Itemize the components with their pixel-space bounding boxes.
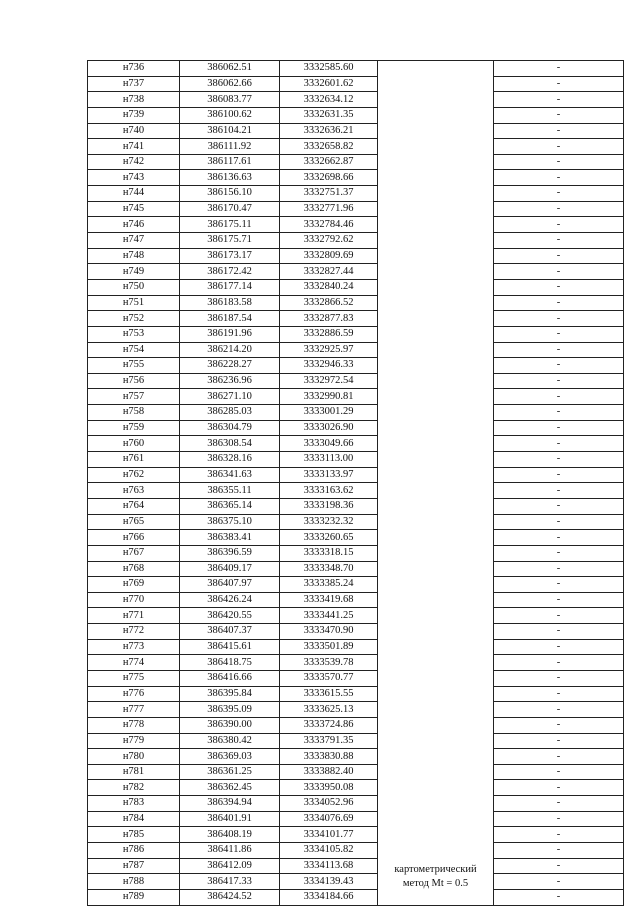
- y-coordinate-cell: 3333501.89: [280, 639, 378, 655]
- x-coordinate-cell: 386187.54: [180, 311, 280, 327]
- coordinates-table: [87, 60, 624, 906]
- mark-cell: -: [494, 639, 624, 655]
- mark-cell: -: [494, 139, 624, 155]
- point-cell: н748: [88, 248, 180, 264]
- table-row: [88, 170, 624, 186]
- x-coordinate-cell: 386191.96: [180, 326, 280, 342]
- y-coordinate-cell: 3332809.69: [280, 248, 378, 264]
- point-cell: н779: [88, 733, 180, 749]
- y-coordinate-cell: 3333570.77: [280, 670, 378, 686]
- table-row: [88, 530, 624, 546]
- x-coordinate-cell: 386308.54: [180, 436, 280, 452]
- mark-cell: -: [494, 577, 624, 593]
- y-coordinate-cell: 3333232.32: [280, 514, 378, 530]
- y-coordinate-cell: 3332972.54: [280, 373, 378, 389]
- table-row: [88, 561, 624, 577]
- mark-cell: -: [494, 608, 624, 624]
- table-row: [88, 592, 624, 608]
- table-row: [88, 796, 624, 812]
- x-coordinate-cell: 386418.75: [180, 655, 280, 671]
- y-coordinate-cell: 3333625.13: [280, 702, 378, 718]
- x-coordinate-cell: 386416.66: [180, 670, 280, 686]
- mark-cell: -: [494, 827, 624, 843]
- x-coordinate-cell: 386375.10: [180, 514, 280, 530]
- table-row: [88, 436, 624, 452]
- x-coordinate-cell: 386417.33: [180, 874, 280, 890]
- point-cell: н758: [88, 405, 180, 421]
- mark-cell: -: [494, 686, 624, 702]
- point-cell: н743: [88, 170, 180, 186]
- x-coordinate-cell: 386390.00: [180, 717, 280, 733]
- mark-cell: -: [494, 76, 624, 92]
- point-cell: н784: [88, 811, 180, 827]
- point-cell: н746: [88, 217, 180, 233]
- table-row: [88, 311, 624, 327]
- point-cell: н767: [88, 545, 180, 561]
- point-cell: н778: [88, 717, 180, 733]
- mark-cell: -: [494, 233, 624, 249]
- point-cell: н771: [88, 608, 180, 624]
- x-coordinate-cell: 386369.03: [180, 749, 280, 765]
- mark-cell: -: [494, 326, 624, 342]
- mark-cell: -: [494, 843, 624, 859]
- table-row: [88, 92, 624, 108]
- x-coordinate-cell: 386424.52: [180, 889, 280, 905]
- y-coordinate-cell: 3332784.46: [280, 217, 378, 233]
- table-row: [88, 608, 624, 624]
- point-cell: н788: [88, 874, 180, 890]
- y-coordinate-cell: 3332866.52: [280, 295, 378, 311]
- x-coordinate-cell: 386396.59: [180, 545, 280, 561]
- y-coordinate-cell: 3334052.96: [280, 796, 378, 812]
- mark-cell: -: [494, 264, 624, 280]
- point-cell: н777: [88, 702, 180, 718]
- table-row: [88, 420, 624, 436]
- x-coordinate-cell: 386395.09: [180, 702, 280, 718]
- table-row: [88, 843, 624, 859]
- x-coordinate-cell: 386304.79: [180, 420, 280, 436]
- table-row: [88, 655, 624, 671]
- x-coordinate-cell: 386173.17: [180, 248, 280, 264]
- x-coordinate-cell: 386401.91: [180, 811, 280, 827]
- table-row: [88, 702, 624, 718]
- y-coordinate-cell: 3333385.24: [280, 577, 378, 593]
- mark-cell: -: [494, 780, 624, 796]
- point-cell: н774: [88, 655, 180, 671]
- y-coordinate-cell: 3332925.97: [280, 342, 378, 358]
- mark-cell: -: [494, 436, 624, 452]
- mark-cell: -: [494, 420, 624, 436]
- y-coordinate-cell: 3332751.37: [280, 186, 378, 202]
- point-cell: н755: [88, 358, 180, 374]
- x-coordinate-cell: 386412.09: [180, 858, 280, 874]
- point-cell: н738: [88, 92, 180, 108]
- point-cell: н782: [88, 780, 180, 796]
- x-coordinate-cell: 386062.66: [180, 76, 280, 92]
- table-row: [88, 889, 624, 905]
- y-coordinate-cell: 3333198.36: [280, 498, 378, 514]
- mark-cell: -: [494, 796, 624, 812]
- mark-cell: -: [494, 545, 624, 561]
- table-row: [88, 764, 624, 780]
- table-row: [88, 780, 624, 796]
- x-coordinate-cell: 386407.37: [180, 624, 280, 640]
- mark-cell: -: [494, 405, 624, 421]
- y-coordinate-cell: 3333882.40: [280, 764, 378, 780]
- x-coordinate-cell: 386177.14: [180, 279, 280, 295]
- x-coordinate-cell: 386136.63: [180, 170, 280, 186]
- x-coordinate-cell: 386172.42: [180, 264, 280, 280]
- point-cell: н766: [88, 530, 180, 546]
- point-cell: н769: [88, 577, 180, 593]
- x-coordinate-cell: 386355.11: [180, 483, 280, 499]
- x-coordinate-cell: 386407.97: [180, 577, 280, 593]
- y-coordinate-cell: 3333830.88: [280, 749, 378, 765]
- x-coordinate-cell: 386395.84: [180, 686, 280, 702]
- x-coordinate-cell: 386271.10: [180, 389, 280, 405]
- table-row: [88, 874, 624, 890]
- y-coordinate-cell: 3332886.59: [280, 326, 378, 342]
- table-row: [88, 326, 624, 342]
- point-cell: н739: [88, 107, 180, 123]
- table-row: [88, 248, 624, 264]
- table-row: [88, 452, 624, 468]
- mark-cell: -: [494, 123, 624, 139]
- table-row: [88, 279, 624, 295]
- y-coordinate-cell: 3333470.90: [280, 624, 378, 640]
- mark-cell: -: [494, 186, 624, 202]
- mark-cell: -: [494, 498, 624, 514]
- x-coordinate-cell: 386362.45: [180, 780, 280, 796]
- point-cell: н761: [88, 452, 180, 468]
- x-coordinate-cell: 386415.61: [180, 639, 280, 655]
- point-cell: н753: [88, 326, 180, 342]
- mark-cell: -: [494, 201, 624, 217]
- point-cell: н772: [88, 624, 180, 640]
- point-cell: н783: [88, 796, 180, 812]
- y-coordinate-cell: 3333791.35: [280, 733, 378, 749]
- point-cell: н775: [88, 670, 180, 686]
- mark-cell: -: [494, 483, 624, 499]
- point-cell: н786: [88, 843, 180, 859]
- point-cell: н762: [88, 467, 180, 483]
- mark-cell: -: [494, 61, 624, 77]
- y-coordinate-cell: 3332698.66: [280, 170, 378, 186]
- x-coordinate-cell: 386236.96: [180, 373, 280, 389]
- coordinates-table-body: [88, 61, 624, 906]
- mark-cell: -: [494, 342, 624, 358]
- point-cell: н750: [88, 279, 180, 295]
- table-row: [88, 827, 624, 843]
- mark-cell: -: [494, 874, 624, 890]
- point-cell: н781: [88, 764, 180, 780]
- x-coordinate-cell: 386365.14: [180, 498, 280, 514]
- x-coordinate-cell: 386228.27: [180, 358, 280, 374]
- table-row: [88, 61, 624, 77]
- point-cell: н787: [88, 858, 180, 874]
- point-cell: н740: [88, 123, 180, 139]
- table-row: [88, 139, 624, 155]
- y-coordinate-cell: 3334105.82: [280, 843, 378, 859]
- x-coordinate-cell: 386409.17: [180, 561, 280, 577]
- table-row: [88, 624, 624, 640]
- table-row: [88, 154, 624, 170]
- mark-cell: -: [494, 358, 624, 374]
- y-coordinate-cell: 3333950.08: [280, 780, 378, 796]
- y-coordinate-cell: 3333318.15: [280, 545, 378, 561]
- mark-cell: -: [494, 311, 624, 327]
- y-coordinate-cell: 3333049.66: [280, 436, 378, 452]
- y-coordinate-cell: 3334184.66: [280, 889, 378, 905]
- mark-cell: -: [494, 295, 624, 311]
- x-coordinate-cell: 386285.03: [180, 405, 280, 421]
- point-cell: н759: [88, 420, 180, 436]
- mark-cell: -: [494, 373, 624, 389]
- table-row: [88, 123, 624, 139]
- y-coordinate-cell: 3333001.29: [280, 405, 378, 421]
- mark-cell: -: [494, 670, 624, 686]
- point-cell: н764: [88, 498, 180, 514]
- mark-cell: -: [494, 733, 624, 749]
- point-cell: н747: [88, 233, 180, 249]
- y-coordinate-cell: 3333724.86: [280, 717, 378, 733]
- point-cell: н736: [88, 61, 180, 77]
- point-cell: н780: [88, 749, 180, 765]
- y-coordinate-cell: 3334101.77: [280, 827, 378, 843]
- x-coordinate-cell: 386175.11: [180, 217, 280, 233]
- mark-cell: -: [494, 811, 624, 827]
- mark-cell: -: [494, 717, 624, 733]
- x-coordinate-cell: 386361.25: [180, 764, 280, 780]
- x-coordinate-cell: 386170.47: [180, 201, 280, 217]
- point-cell: н760: [88, 436, 180, 452]
- mark-cell: -: [494, 764, 624, 780]
- table-row: [88, 295, 624, 311]
- table-row: [88, 749, 624, 765]
- table-row: [88, 670, 624, 686]
- y-coordinate-cell: 3333615.55: [280, 686, 378, 702]
- point-cell: н789: [88, 889, 180, 905]
- x-coordinate-cell: 386214.20: [180, 342, 280, 358]
- y-coordinate-cell: 3332792.62: [280, 233, 378, 249]
- x-coordinate-cell: 386104.21: [180, 123, 280, 139]
- table-row: [88, 342, 624, 358]
- y-coordinate-cell: 3333113.00: [280, 452, 378, 468]
- table-row: [88, 373, 624, 389]
- mark-cell: -: [494, 389, 624, 405]
- x-coordinate-cell: 386394.94: [180, 796, 280, 812]
- mark-cell: -: [494, 889, 624, 905]
- x-coordinate-cell: 386408.19: [180, 827, 280, 843]
- point-cell: н744: [88, 186, 180, 202]
- x-coordinate-cell: 386156.10: [180, 186, 280, 202]
- table-row: [88, 498, 624, 514]
- mark-cell: -: [494, 858, 624, 874]
- y-coordinate-cell: 3332990.81: [280, 389, 378, 405]
- mark-cell: -: [494, 154, 624, 170]
- table-row: [88, 467, 624, 483]
- mark-cell: -: [494, 514, 624, 530]
- y-coordinate-cell: 3334076.69: [280, 811, 378, 827]
- y-coordinate-cell: 3332601.62: [280, 76, 378, 92]
- mark-cell: -: [494, 107, 624, 123]
- y-coordinate-cell: 3332771.96: [280, 201, 378, 217]
- table-row: [88, 686, 624, 702]
- table-row: [88, 405, 624, 421]
- y-coordinate-cell: 3332877.83: [280, 311, 378, 327]
- y-coordinate-cell: 3333133.97: [280, 467, 378, 483]
- mark-cell: -: [494, 452, 624, 468]
- point-cell: н773: [88, 639, 180, 655]
- point-cell: н754: [88, 342, 180, 358]
- point-cell: н765: [88, 514, 180, 530]
- y-coordinate-cell: 3332662.87: [280, 154, 378, 170]
- method-note-line2: метод Mt = 0.5: [402, 877, 469, 889]
- table-row: [88, 358, 624, 374]
- x-coordinate-cell: 386328.16: [180, 452, 280, 468]
- point-cell: н770: [88, 592, 180, 608]
- mark-cell: -: [494, 530, 624, 546]
- point-cell: н756: [88, 373, 180, 389]
- mark-cell: -: [494, 467, 624, 483]
- point-cell: н749: [88, 264, 180, 280]
- y-coordinate-cell: 3332585.60: [280, 61, 378, 77]
- mark-cell: -: [494, 92, 624, 108]
- table-row: [88, 76, 624, 92]
- y-coordinate-cell: 3334113.68: [280, 858, 378, 874]
- method-cell: [378, 61, 494, 906]
- point-cell: н776: [88, 686, 180, 702]
- y-coordinate-cell: 3332840.24: [280, 279, 378, 295]
- y-coordinate-cell: 3332634.12: [280, 92, 378, 108]
- method-note-line1: картометрический: [394, 863, 477, 875]
- mark-cell: -: [494, 561, 624, 577]
- point-cell: н768: [88, 561, 180, 577]
- point-cell: н751: [88, 295, 180, 311]
- point-cell: н741: [88, 139, 180, 155]
- table-row: [88, 389, 624, 405]
- table-row: [88, 811, 624, 827]
- x-coordinate-cell: 386100.62: [180, 107, 280, 123]
- table-row: [88, 639, 624, 655]
- table-row: [88, 733, 624, 749]
- y-coordinate-cell: 3333348.70: [280, 561, 378, 577]
- table-row: [88, 577, 624, 593]
- mark-cell: -: [494, 749, 624, 765]
- y-coordinate-cell: 3333163.62: [280, 483, 378, 499]
- point-cell: н752: [88, 311, 180, 327]
- mark-cell: -: [494, 624, 624, 640]
- x-coordinate-cell: 386341.63: [180, 467, 280, 483]
- table-row: [88, 107, 624, 123]
- mark-cell: -: [494, 655, 624, 671]
- table-row: [88, 717, 624, 733]
- x-coordinate-cell: 386420.55: [180, 608, 280, 624]
- x-coordinate-cell: 386411.86: [180, 843, 280, 859]
- table-row: [88, 858, 624, 874]
- mark-cell: -: [494, 279, 624, 295]
- y-coordinate-cell: 3332636.21: [280, 123, 378, 139]
- mark-cell: -: [494, 702, 624, 718]
- mark-cell: -: [494, 170, 624, 186]
- point-cell: н785: [88, 827, 180, 843]
- y-coordinate-cell: 3332631.35: [280, 107, 378, 123]
- y-coordinate-cell: 3333026.90: [280, 420, 378, 436]
- y-coordinate-cell: 3332658.82: [280, 139, 378, 155]
- x-coordinate-cell: 386062.51: [180, 61, 280, 77]
- point-cell: н737: [88, 76, 180, 92]
- mark-cell: -: [494, 248, 624, 264]
- y-coordinate-cell: 3333441.25: [280, 608, 378, 624]
- x-coordinate-cell: 386426.24: [180, 592, 280, 608]
- point-cell: н745: [88, 201, 180, 217]
- x-coordinate-cell: 386183.58: [180, 295, 280, 311]
- x-coordinate-cell: 386383.41: [180, 530, 280, 546]
- table-row: [88, 186, 624, 202]
- table-row: [88, 201, 624, 217]
- table-row: [88, 514, 624, 530]
- table-row: [88, 264, 624, 280]
- table-row: [88, 217, 624, 233]
- table-row: [88, 545, 624, 561]
- y-coordinate-cell: 3334139.43: [280, 874, 378, 890]
- x-coordinate-cell: 386083.77: [180, 92, 280, 108]
- table-row: [88, 233, 624, 249]
- y-coordinate-cell: 3333539.78: [280, 655, 378, 671]
- y-coordinate-cell: 3332827.44: [280, 264, 378, 280]
- y-coordinate-cell: 3333419.68: [280, 592, 378, 608]
- x-coordinate-cell: 386175.71: [180, 233, 280, 249]
- y-coordinate-cell: 3332946.33: [280, 358, 378, 374]
- point-cell: н742: [88, 154, 180, 170]
- mark-cell: -: [494, 592, 624, 608]
- x-coordinate-cell: 386380.42: [180, 733, 280, 749]
- y-coordinate-cell: 3333260.65: [280, 530, 378, 546]
- x-coordinate-cell: 386111.92: [180, 139, 280, 155]
- x-coordinate-cell: 386117.61: [180, 154, 280, 170]
- mark-cell: -: [494, 217, 624, 233]
- point-cell: н763: [88, 483, 180, 499]
- table-row: [88, 483, 624, 499]
- point-cell: н757: [88, 389, 180, 405]
